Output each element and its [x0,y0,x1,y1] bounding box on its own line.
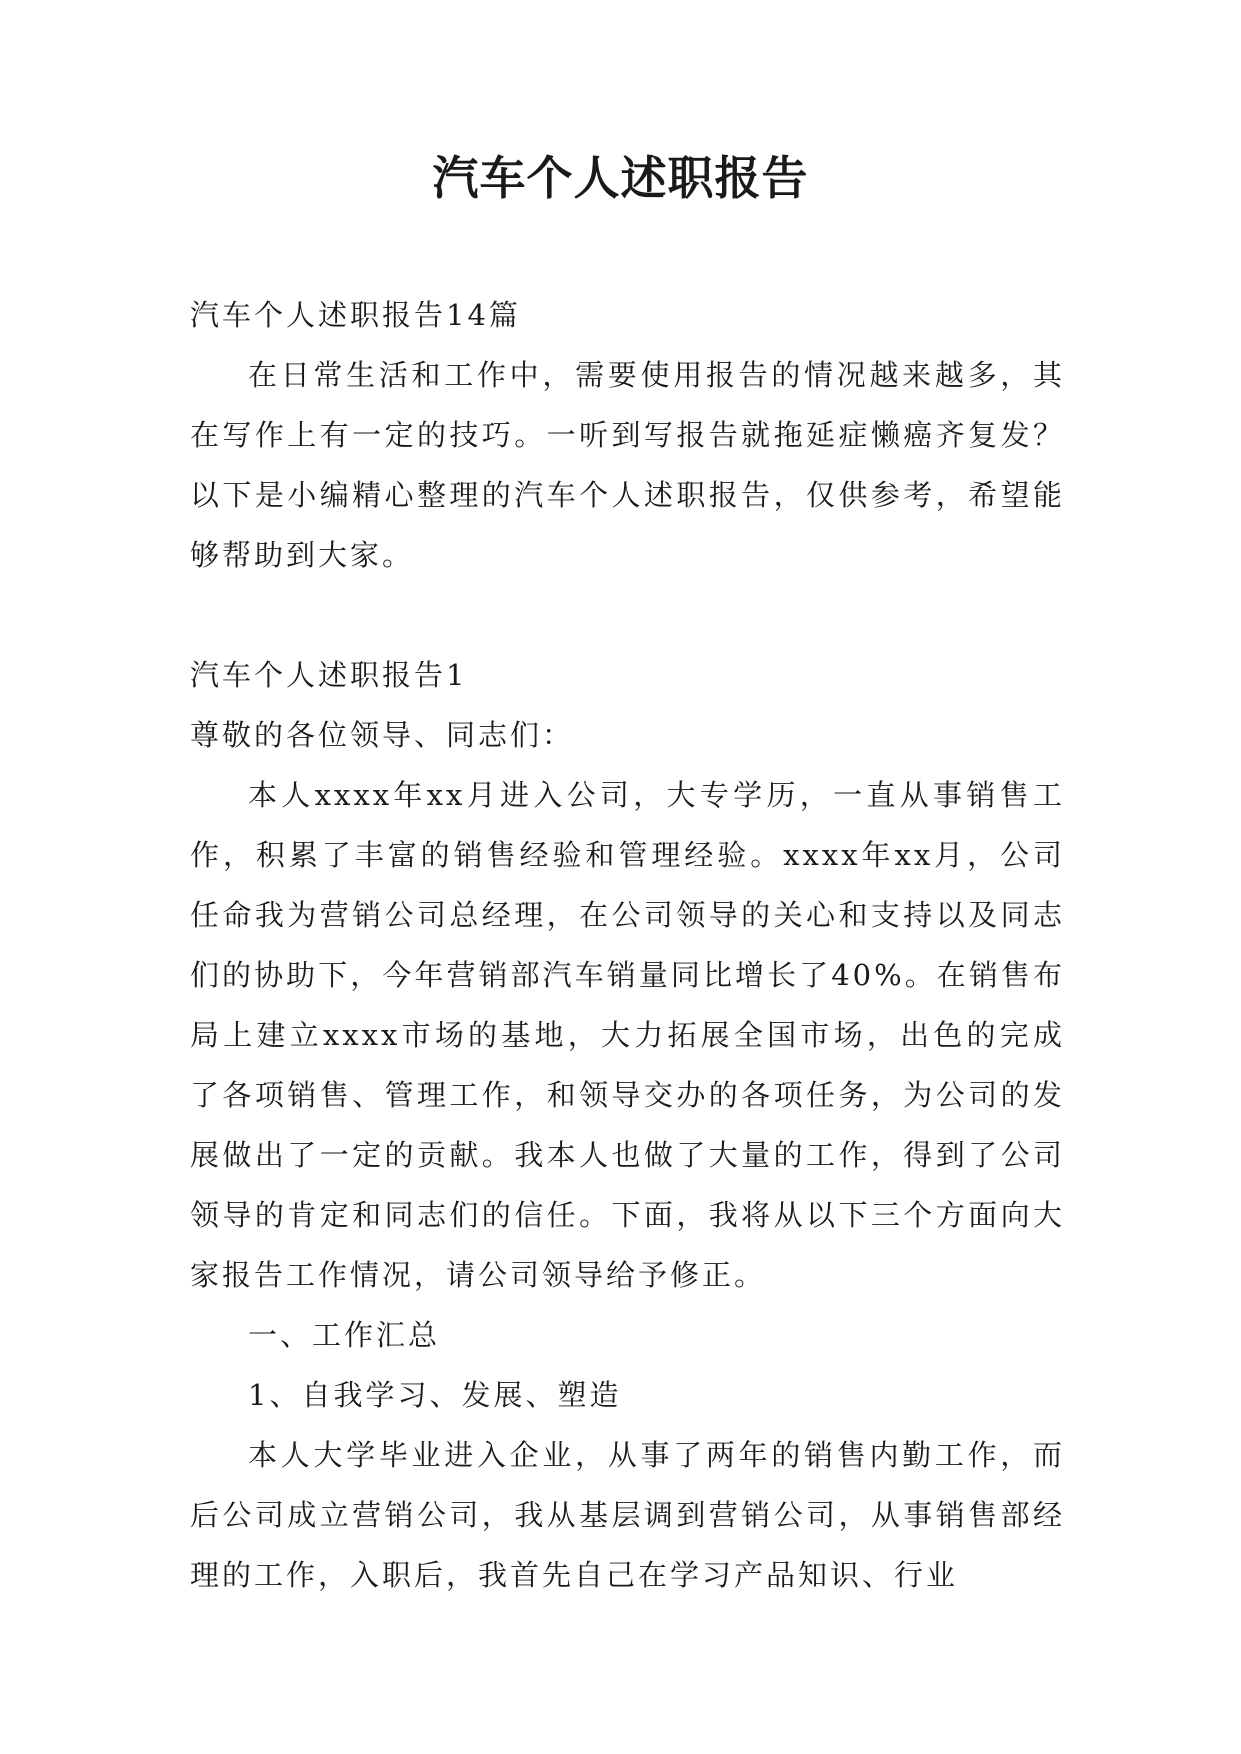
intro-paragraph: 在日常生活和工作中，需要使用报告的情况越来越多，其在写作上有一定的技巧。一听到写报告就拖延症懒癌齐复发？以下是小编精心整理的汽车个人述职报告，仅供参考，希望能够帮助到大家。 [190,358,1065,572]
body-paragraph-1: 本人xxxx年xx月进入公司，大专学历，一直从事销售工作，积累了丰富的销售经验和管理经验。xxxx年xx月，公司任命我为营销公司总经理，在公司领导的关心和支持以及同志们的协助下，今年营销部汽车销量同比增长了40%。在销售布局上建立xxxx市场的基地，大力拓展全国市场，出色的完成了各项销售、管理工作，和领导交办的各项任务，为公司的发展做出了一定的贡献。我本人也做了大量的工作，得到了公司领导的肯定和同志们的信任。下面，我将从以下三个方面向大家报告工作情况，请公司领导给予修正。 [190,778,1065,1292]
heading-work-summary: 一、工作汇总 [248,1318,441,1352]
section-heading: 汽车个人述职报告1 [190,658,468,692]
document-title: 汽车个人述职报告 [432,151,809,205]
body-paragraph-2: 本人大学毕业进入企业，从事了两年的销售内勤工作，而后公司成立营销公司，我从基层调到营销公司，从事销售部经理的工作，入职后，我首先自己在学习产品知识、行业 [190,1438,1065,1592]
paragraph-spacer [190,585,1065,645]
document-body [190,285,1065,1605]
document-subtitle: 汽车个人述职报告14篇 [190,298,521,332]
salutation: 尊敬的各位领导、同志们： [190,718,575,752]
subheading-self-learning: 1、自我学习、发展、塑造 [248,1378,622,1412]
